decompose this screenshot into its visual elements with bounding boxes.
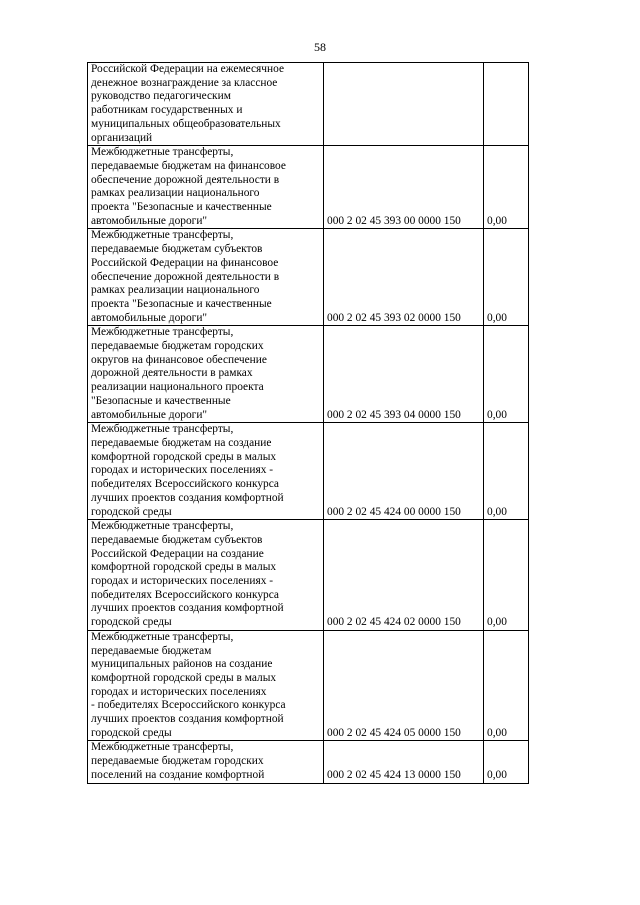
budget-code-cell: 000 2 02 45 424 02 0000 150 bbox=[324, 520, 484, 631]
revenue-name-cell: Российской Федерации на ежемесячное денежное вознаграждение за классное руководство педагогическим работникам государственных и муниципальных общеобразовательных организаций bbox=[88, 63, 324, 146]
table-row bbox=[88, 741, 529, 783]
table-row bbox=[88, 520, 529, 631]
table-row bbox=[88, 423, 529, 520]
budget-code-cell: 000 2 02 45 393 02 0000 150 bbox=[324, 229, 484, 326]
amount-cell: 0,00 bbox=[484, 741, 529, 783]
budget-code-cell: 000 2 02 45 424 05 0000 150 bbox=[324, 630, 484, 741]
amount-cell: 0,00 bbox=[484, 146, 529, 229]
revenue-name-cell: Межбюджетные трансферты, передаваемые бюджетам на создание комфортной городской среды в малых городах и исторических поселениях - победителях Всероссийского конкурса лучших проектов создания комфортной городской среды bbox=[88, 423, 324, 520]
revenue-name-cell: Межбюджетные трансферты, передаваемые бюджетам городских поселений на создание комфортной bbox=[88, 741, 324, 783]
revenue-name-cell: Межбюджетные трансферты, передаваемые бюджетам субъектов Российской Федерации на создание комфортной городской среды в малых городах и исторических поселениях - победителях Всероссийского конкурса лучших проектов создания комфортной городской среды bbox=[88, 520, 324, 631]
amount-cell: 0,00 bbox=[484, 326, 529, 423]
amount-cell: 0,00 bbox=[484, 229, 529, 326]
budget-revenue-table bbox=[87, 62, 529, 784]
budget-code-cell: 000 2 02 45 393 04 0000 150 bbox=[324, 326, 484, 423]
budget-code-cell: 000 2 02 45 424 13 0000 150 bbox=[324, 741, 484, 783]
table-row bbox=[88, 146, 529, 229]
revenue-name-cell: Межбюджетные трансферты, передаваемые бюджетам муниципальных районов на создание комфортной городской среды в малых городах и исторических поселениях - победителях Всероссийского конкурса лучших проектов создания комфортной городской среды bbox=[88, 630, 324, 741]
amount-cell: 0,00 bbox=[484, 630, 529, 741]
amount-cell bbox=[484, 63, 529, 146]
table-row bbox=[88, 229, 529, 326]
amount-cell: 0,00 bbox=[484, 520, 529, 631]
budget-code-cell: 000 2 02 45 393 00 0000 150 bbox=[324, 146, 484, 229]
budget-code-cell: 000 2 02 45 424 00 0000 150 bbox=[324, 423, 484, 520]
table-row bbox=[88, 630, 529, 741]
revenue-name-cell: Межбюджетные трансферты, передаваемые бюджетам городских округов на финансовое обеспечение дорожной деятельности в рамках реализации национального проекта "Безопасные и качественные автомобильные дороги" bbox=[88, 326, 324, 423]
amount-cell: 0,00 bbox=[484, 423, 529, 520]
revenue-name-cell: Межбюджетные трансферты, передаваемые бюджетам субъектов Российской Федерации на финансовое обеспечение дорожной деятельности в рамках реализации национального проекта "Безопасные и качественные автомобильные дороги" bbox=[88, 229, 324, 326]
budget-code-cell bbox=[324, 63, 484, 146]
table-row bbox=[88, 326, 529, 423]
page-number: 58 bbox=[314, 40, 326, 54]
revenue-name-cell: Межбюджетные трансферты, передаваемые бюджетам на финансовое обеспечение дорожной деятельности в рамках реализации национального проекта "Безопасные и качественные автомобильные дороги" bbox=[88, 146, 324, 229]
table-row bbox=[88, 63, 529, 146]
